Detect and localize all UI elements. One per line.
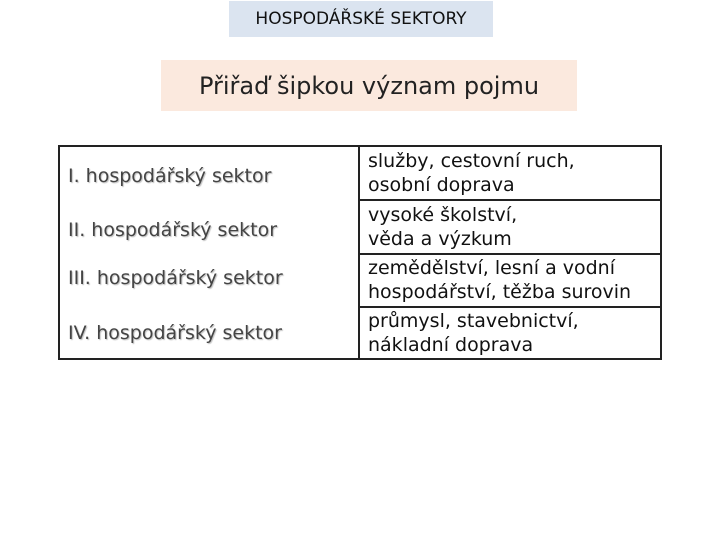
row-divider <box>360 306 662 308</box>
meaning-research-line2: věda a výzkum <box>368 228 512 250</box>
meaning-services <box>368 149 658 197</box>
meaning-research-line1: vysoké školství, <box>368 204 518 226</box>
matching-table <box>58 145 662 360</box>
meaning-services-line1: služby, cestovní ruch, <box>368 150 575 172</box>
term-sector-3: III. hospodářský sektor <box>68 267 283 289</box>
instruction-banner: Přiřaď šipkou význam pojmu <box>161 60 577 111</box>
meaning-industry <box>368 309 658 357</box>
meaning-industry-line1: průmysl, stavebnictví, <box>368 310 579 332</box>
meaning-industry-line2: nákladní doprava <box>368 334 534 356</box>
page-title: HOSPODÁŘSKÉ SEKTORY <box>229 1 493 37</box>
meaning-services-line2: osobní doprava <box>368 174 515 196</box>
term-sector-2: II. hospodářský sektor <box>68 219 278 241</box>
meaning-agriculture <box>368 256 658 304</box>
term-sector-4: IV. hospodářský sektor <box>68 322 282 344</box>
row-divider <box>360 199 662 201</box>
meaning-research <box>368 203 658 251</box>
meaning-agriculture-line2: hospodářství, těžba surovin <box>368 281 632 303</box>
meaning-agriculture-line1: zemědělství, lesní a vodní <box>368 257 615 279</box>
term-sector-1: I. hospodářský sektor <box>68 165 272 187</box>
row-divider <box>360 253 662 255</box>
